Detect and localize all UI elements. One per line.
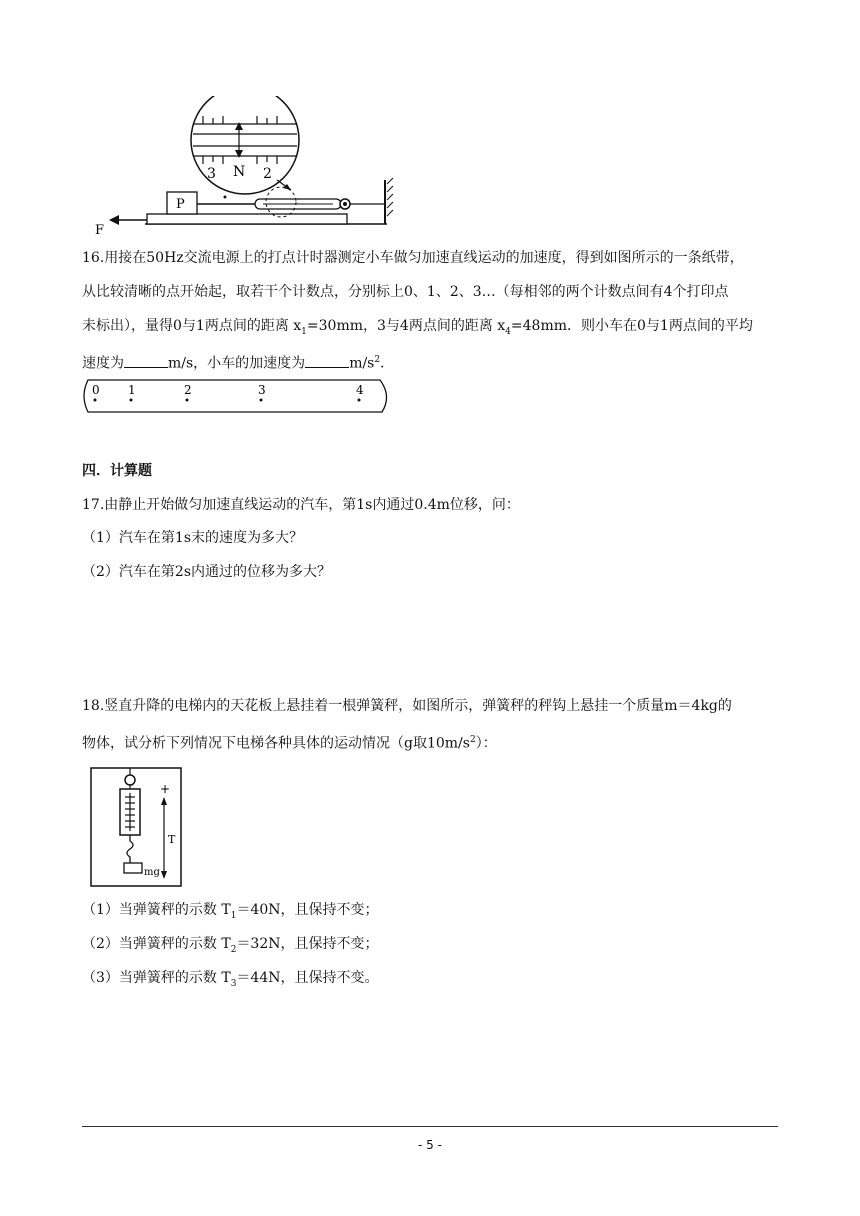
q16-line-3 xyxy=(82,317,782,341)
q16-sup-2: 2 xyxy=(374,355,381,365)
q16-line-3a: 未标出），量得0与1两点间的距离 x xyxy=(82,318,302,334)
q16-line-1: 16.用接在50Hz交流电源上的打点计时器测定小车做匀加速直线运动的加速度，得到如图所示的一条纸带， xyxy=(82,250,744,266)
paper-tape-figure xyxy=(80,378,400,418)
tape-label-3: 3 xyxy=(258,383,266,397)
fig-tension-label: T xyxy=(168,833,176,846)
q17-part-1: （1）汽车在第1s末的速度为多大？ xyxy=(82,530,303,546)
q18-sup-2: 2 xyxy=(469,735,476,745)
q17-part-2: （2）汽车在第2s内通过的位移为多大？ xyxy=(82,564,331,580)
q18-sub-2: 2 xyxy=(230,944,237,955)
page-number: - 5 - xyxy=(418,1138,442,1152)
force-label: F xyxy=(95,223,105,236)
q18-part-3b: ＝44N，且保持不变。 xyxy=(236,970,379,986)
q18-part-1 xyxy=(82,901,782,925)
tape-label-4: 4 xyxy=(356,383,364,397)
block-label: P xyxy=(176,197,185,212)
elevator-spring-figure xyxy=(90,767,182,887)
scale-label-left: 3 xyxy=(207,166,216,182)
q18-part-3 xyxy=(82,969,782,993)
q16-line-2: 从比较清晰的点开始起，取若干个计数点，分别标上0、1、2、3…（每相邻的两个计数点间有4个打印点 xyxy=(82,284,729,300)
tape-label-2: 2 xyxy=(184,383,192,397)
spring-scale-figure xyxy=(95,96,405,236)
q18-part-1b: ＝40N，且保持不变； xyxy=(236,902,379,918)
q18-part-2 xyxy=(82,935,782,959)
q16-sub-1: 1 xyxy=(301,326,307,337)
scale-label-right: 2 xyxy=(263,166,272,182)
answer-blank-acceleration[interactable] xyxy=(305,353,349,368)
q16-line-4d: ． xyxy=(380,355,395,372)
q18-line-2b: ）： xyxy=(475,735,497,752)
q16-line-4b: m/s，小车的加速度为 xyxy=(168,355,306,372)
q18-line-1: 18.竖直升降的电梯内的天花板上悬挂着一根弹簧秤，如图所示，弹簧秤的秤钩上悬挂一个质量m＝4kg的 xyxy=(82,698,732,714)
q16-line-3c: =48mm．则小车在0与1两点间的平均 xyxy=(510,318,753,334)
q18-part-3a: （3）当弹簧秤的示数 T xyxy=(82,970,231,986)
tape-label-1: 1 xyxy=(128,383,136,397)
tape-dot-4 xyxy=(358,399,361,402)
fig-plus-label: + xyxy=(160,782,171,796)
scale-label-mid: N xyxy=(233,164,246,180)
q16-line-4c: m/s xyxy=(349,355,375,372)
q16-line-4 xyxy=(82,351,782,373)
q18-sub-3: 3 xyxy=(230,978,237,989)
q18-line-2a: 物体，试分析下列情况下电梯各种具体的运动情况（g取10m/s xyxy=(82,735,470,752)
q18-sub-1: 1 xyxy=(230,910,237,921)
q17-stem: 17.由静止开始做匀加速直线运动的汽车，第1s内通过0.4m位移，问： xyxy=(82,497,520,513)
q18-part-2a: （2）当弹簧秤的示数 T xyxy=(82,936,231,952)
tape-dot-1 xyxy=(130,399,133,402)
tape-label-0: 0 xyxy=(92,383,100,397)
footer-divider xyxy=(82,1126,778,1127)
tape-dot-2 xyxy=(186,399,189,402)
fig-mg-label: mg xyxy=(144,867,160,878)
q16-sub-4: 4 xyxy=(505,326,511,337)
q18-part-1a: （1）当弹簧秤的示数 T xyxy=(82,902,231,918)
q16-line-3b: =30mm，3与4两点间的距离 x xyxy=(306,318,506,334)
q18-line-2 xyxy=(82,731,782,753)
q18-part-2b: ＝32N，且保持不变； xyxy=(236,936,379,952)
tape-dot-3 xyxy=(260,399,263,402)
answer-blank-velocity[interactable] xyxy=(124,353,168,368)
q16-line-4a: 速度为 xyxy=(82,355,124,372)
tape-dot-0 xyxy=(94,399,97,402)
section-heading: 四．计算题 xyxy=(82,463,152,479)
